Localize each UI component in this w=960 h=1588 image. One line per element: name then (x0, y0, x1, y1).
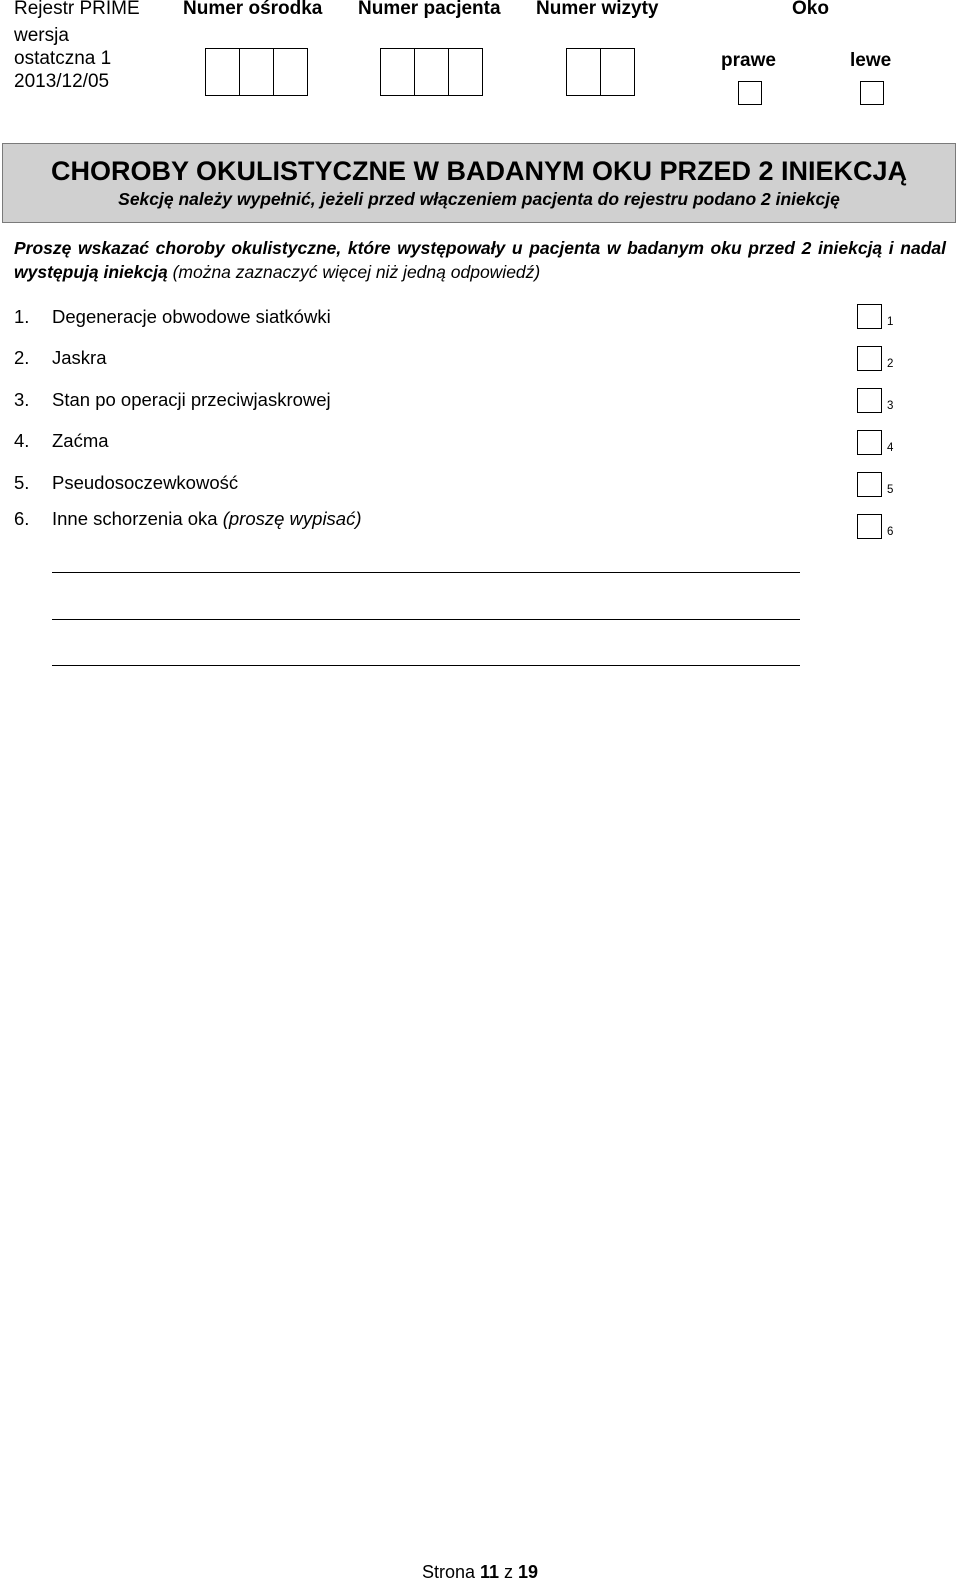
write-in-line[interactable] (52, 619, 800, 620)
version-date: 2013/12/05 (14, 71, 110, 92)
item-code: 5 (887, 484, 894, 496)
visit-number-boxes (566, 48, 635, 96)
question-note: (można zaznaczyć więcej niż jedną odpowiedź) (172, 262, 541, 282)
question-text: Proszę wskazać choroby okulistyczne, które występowały u pacjenta w badanym oku przed 2 iniekcją i nadal występują iniekcją (14, 238, 946, 282)
visit-number-label: Numer wizyty (536, 0, 659, 19)
visit-digit-box[interactable] (566, 48, 600, 96)
question-instruction (14, 236, 946, 284)
write-in-line[interactable] (52, 572, 800, 573)
item-number: 4. (14, 430, 30, 451)
version-info (14, 24, 111, 93)
version-line1: wersja (14, 25, 69, 46)
section-banner (2, 143, 956, 223)
list-item (14, 472, 238, 494)
item-number: 1. (14, 306, 30, 327)
item-number: 3. (14, 389, 30, 410)
write-in-line[interactable] (52, 665, 800, 666)
center-digit-box[interactable] (239, 48, 273, 96)
section-title: CHOROBY OKULISTYCZNE W BADANYM OKU PRZED 2 INIEKCJĄ (50, 156, 908, 186)
item-code: 6 (887, 526, 894, 538)
list-item (14, 508, 362, 530)
item-checkbox[interactable] (857, 430, 882, 455)
patient-digit-box[interactable] (448, 48, 483, 96)
page-total: 19 (518, 1562, 539, 1582)
list-item (14, 430, 109, 452)
item-number: 5. (14, 472, 30, 493)
item-label: Inne schorzenia oka (52, 508, 223, 529)
patient-digit-box[interactable] (380, 48, 414, 96)
center-number-label: Numer ośrodka (183, 0, 323, 19)
list-item (14, 306, 331, 328)
item-checkbox[interactable] (857, 388, 882, 413)
item-label: Jaskra (52, 347, 107, 368)
item-checkbox[interactable] (857, 346, 882, 371)
right-eye-checkbox[interactable] (738, 81, 762, 105)
item-label: Stan po operacji przeciwjaskrowej (52, 389, 331, 410)
item-code: 3 (887, 400, 894, 412)
item-code: 4 (887, 442, 894, 454)
center-digit-box[interactable] (273, 48, 308, 96)
footer-separator: z (499, 1562, 519, 1582)
left-eye-label: lewe (850, 50, 892, 71)
item-checkbox[interactable] (857, 514, 882, 539)
item-label: Zaćma (52, 430, 109, 451)
left-eye-checkbox[interactable] (860, 81, 884, 105)
item-code: 1 (887, 316, 894, 328)
item-number: 6. (14, 508, 30, 529)
item-note: (proszę wypisać) (222, 508, 362, 529)
footer-prefix: Strona (421, 1562, 480, 1582)
item-checkbox[interactable] (857, 304, 882, 329)
visit-digit-box[interactable] (600, 48, 635, 96)
item-checkbox[interactable] (857, 472, 882, 497)
center-digit-box[interactable] (205, 48, 239, 96)
item-number: 2. (14, 347, 30, 368)
patient-number-boxes (380, 48, 483, 96)
list-item (14, 347, 107, 369)
page-footer (0, 1562, 960, 1583)
item-label: Degeneracje obwodowe siatkówki (52, 306, 331, 327)
section-subtitle: Sekcję należy wypełnić, jeżeli przed włączeniem pacjenta do rejestru podano 2 iniekcję (118, 189, 840, 209)
registry-name: Rejestr PRIME (14, 0, 140, 19)
version-line2: ostatczna 1 (14, 48, 112, 69)
patient-number-label: Numer pacjenta (358, 0, 501, 19)
list-item (14, 389, 331, 411)
item-code: 2 (887, 358, 894, 370)
right-eye-label: prawe (721, 50, 776, 71)
page-number: 11 (479, 1562, 500, 1582)
patient-digit-box[interactable] (414, 48, 448, 96)
center-number-boxes (205, 48, 308, 96)
eye-label: Oko (792, 0, 829, 19)
item-label: Pseudosoczewkowość (52, 472, 239, 493)
